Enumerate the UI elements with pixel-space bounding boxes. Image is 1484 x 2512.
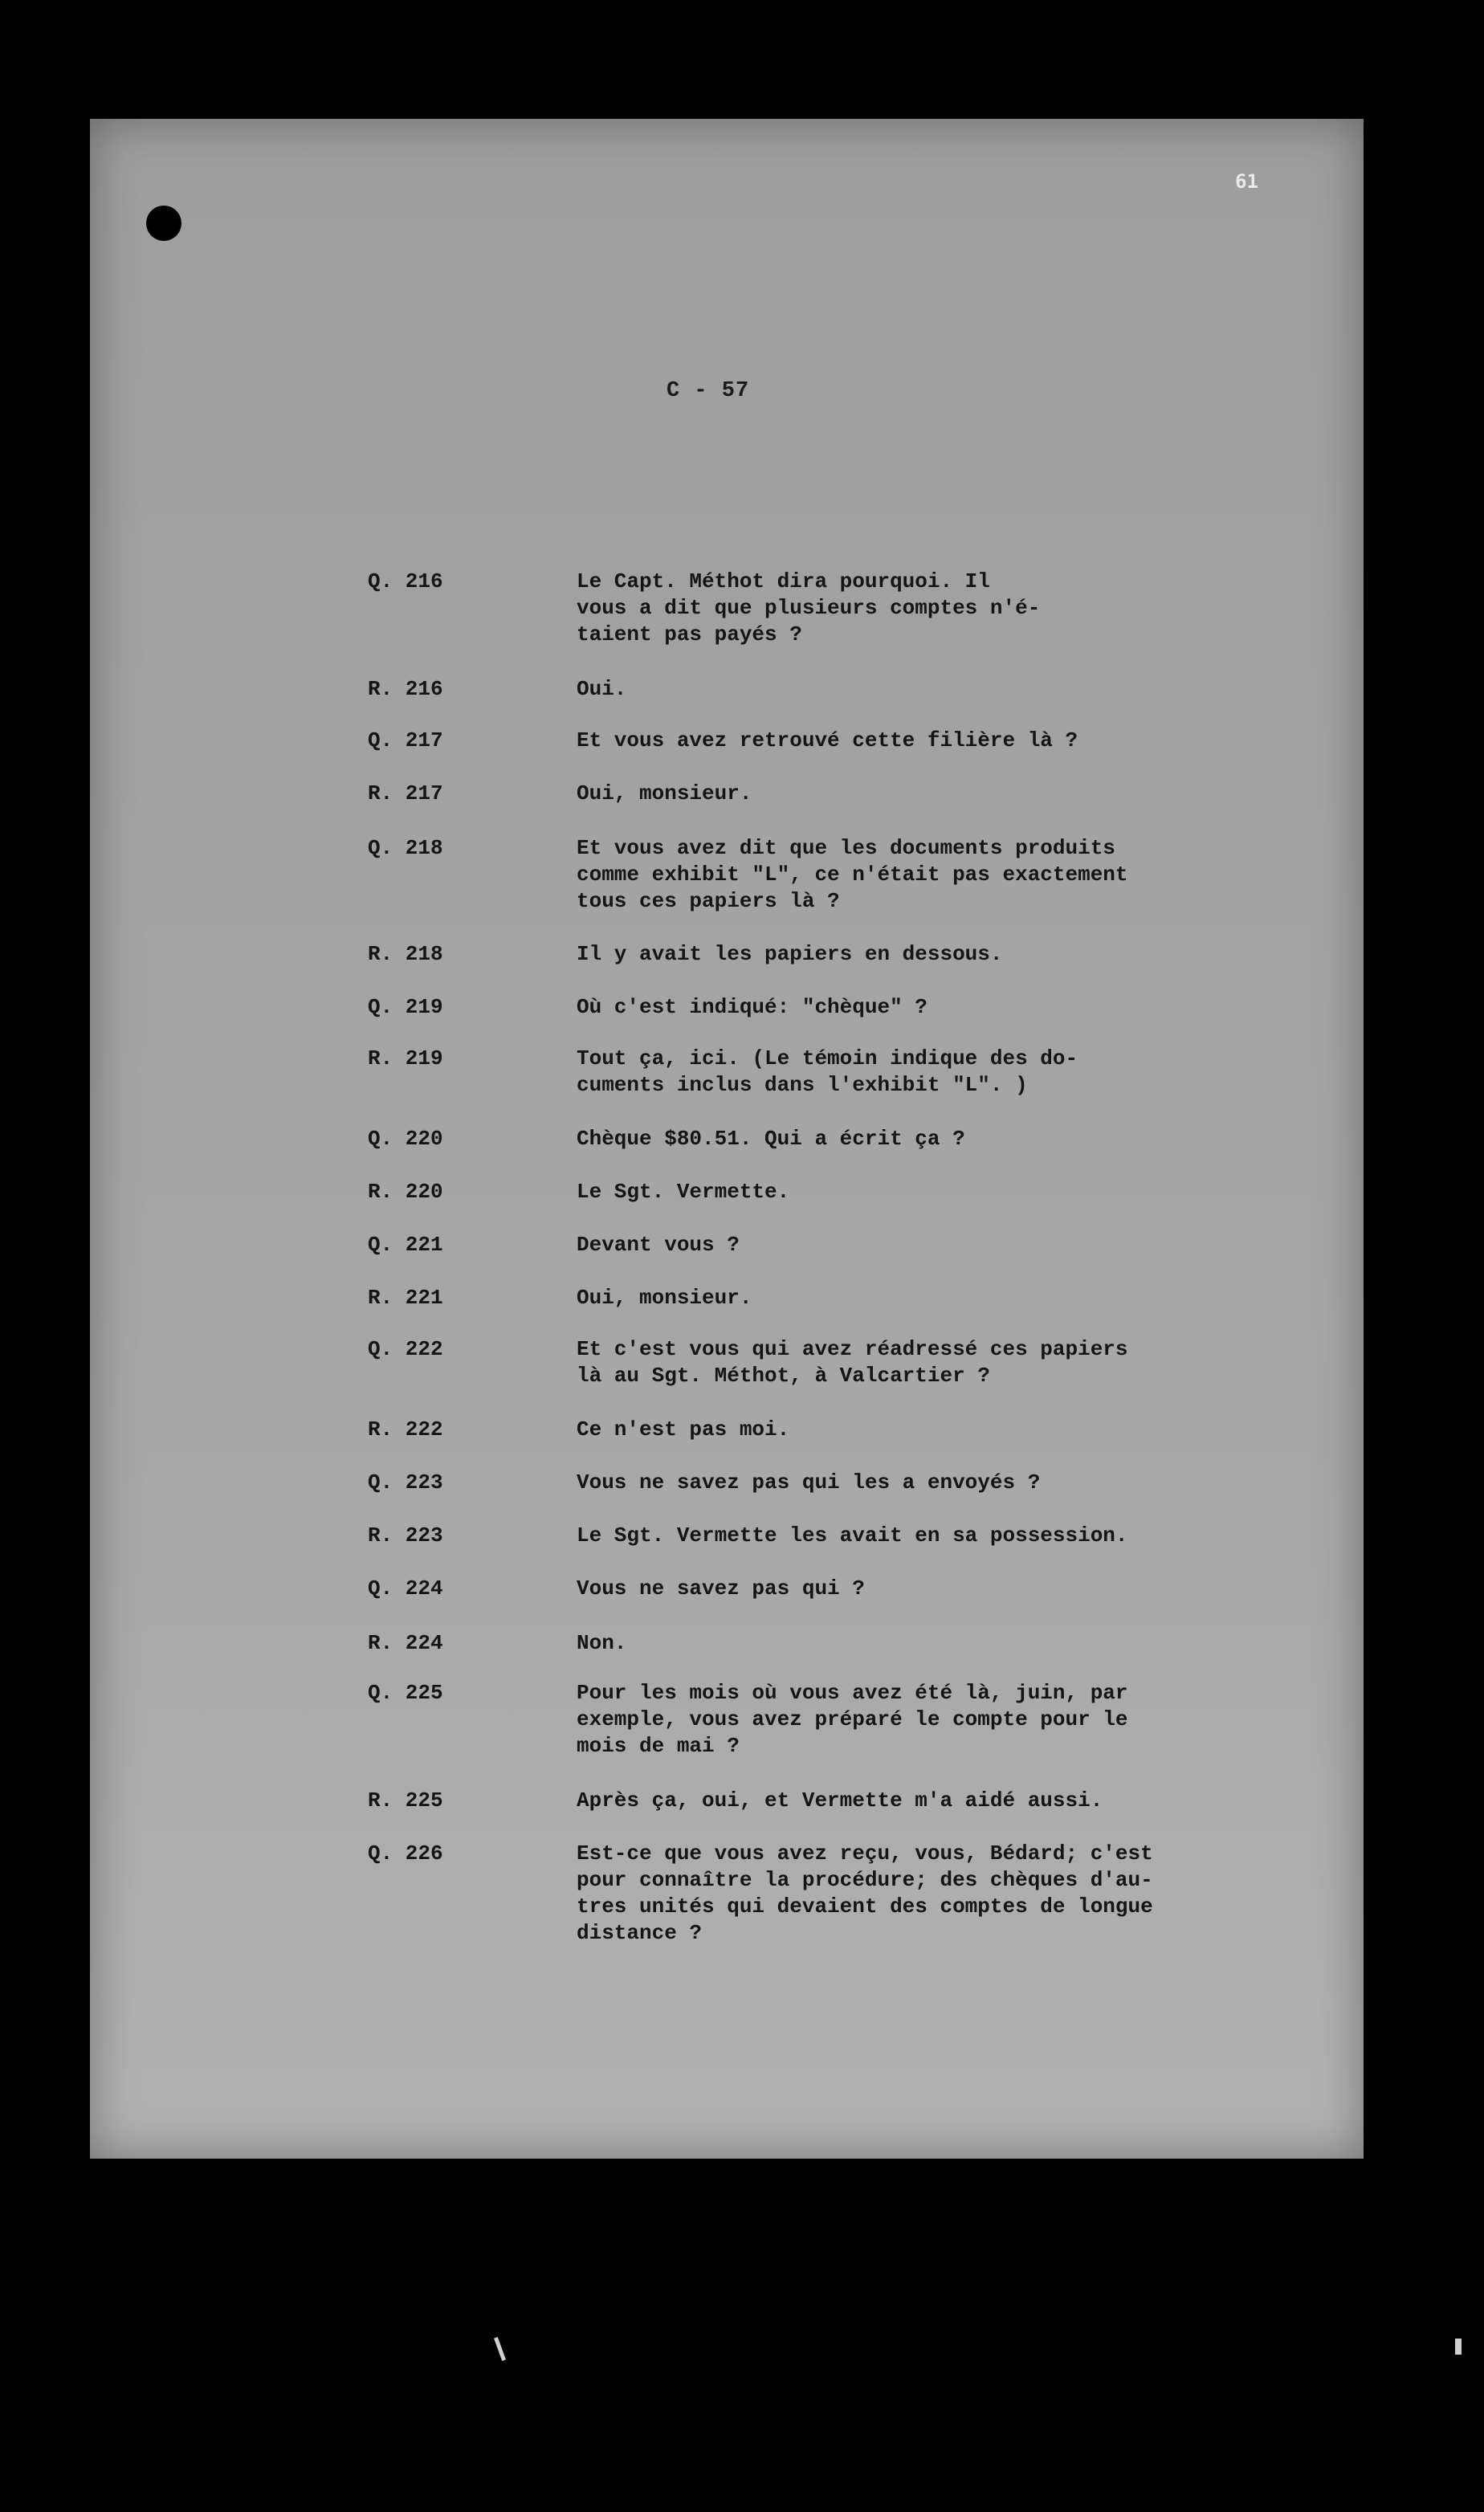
entry-text-line: tous ces papiers là ? <box>577 889 840 913</box>
entry-label: R. 221 <box>368 1286 443 1310</box>
entry-text-line: Non. <box>577 1631 627 1655</box>
entry-text-line: Vous ne savez pas qui les a envoyés ? <box>577 1470 1041 1495</box>
entry-text-line: distance ? <box>577 1921 703 1945</box>
punch-hole <box>146 206 181 241</box>
entry-label: R. 219 <box>368 1046 443 1070</box>
entry-text <box>577 1523 1219 1549</box>
entry-text-line: exemple, vous avez préparé le compte pour le <box>577 1707 1128 1731</box>
entry-text-line: taient pas payés ? <box>577 622 802 646</box>
entry-text-line: Et vous avez retrouvé cette filière là ? <box>577 728 1078 752</box>
entry-label: Q. 219 <box>368 995 443 1019</box>
entry-label: Q. 225 <box>368 1681 443 1705</box>
entry-text-line: tres unités qui devaient des comptes de longue <box>577 1894 1153 1919</box>
entry-text <box>577 994 1219 1021</box>
entry-text-line: Et vous avez dit que les documents produits <box>577 836 1115 860</box>
entry-text-line: Et c'est vous qui avez réadressé ces papiers <box>577 1337 1128 1361</box>
entry-text-line: Ce n'est pas moi. <box>577 1417 790 1442</box>
entry-text-line: Il y avait les papiers en dessous. <box>577 942 1003 966</box>
entry-label: Q. 218 <box>368 836 443 860</box>
entry-label: Q. 221 <box>368 1233 443 1257</box>
entry-text-line: comme exhibit "L", ce n'était pas exactement <box>577 862 1128 887</box>
entry-text-line: Le Capt. Méthot dira pourquoi. Il <box>577 569 990 593</box>
frame-number: 61 <box>1235 170 1258 193</box>
entry-text-line: Est-ce que vous avez reçu, vous, Bédard; c'est <box>577 1841 1153 1866</box>
entry-text-line: là au Sgt. Méthot, à Valcartier ? <box>577 1364 990 1388</box>
entry-label: R. 223 <box>368 1523 443 1548</box>
entry-label: Q. 224 <box>368 1576 443 1601</box>
entry-text-line: pour connaître la procédure; des chèques d'au- <box>577 1868 1153 1892</box>
entry-text-line: Après ça, oui, et Vermette m'a aidé aussi. <box>577 1788 1103 1813</box>
entry-text-line: mois de mai ? <box>577 1734 740 1758</box>
entry-text <box>577 1285 1219 1311</box>
entry-text <box>577 1841 1219 1947</box>
entry-text <box>577 676 1219 703</box>
entry-text-line: Tout ça, ici. (Le témoin indique des do- <box>577 1046 1078 1070</box>
entry-text-line: Où c'est indiqué: "chèque" ? <box>577 995 928 1019</box>
entry-label: Q. 222 <box>368 1337 443 1361</box>
entry-label: R. 224 <box>368 1631 443 1655</box>
entry-text-line: Le Sgt. Vermette les avait en sa possession. <box>577 1523 1128 1548</box>
entry-text-line: Chèque $80.51. Qui a écrit ça ? <box>577 1127 965 1151</box>
entry-label: R. 220 <box>368 1180 443 1204</box>
entry-label: R. 217 <box>368 781 443 805</box>
entry-text <box>577 1680 1219 1760</box>
entry-text-line: Pour les mois où vous avez été là, juin, par <box>577 1681 1128 1705</box>
entry-text <box>577 1046 1219 1099</box>
entry-text <box>577 1788 1219 1814</box>
entry-text-line: Oui. <box>577 677 627 701</box>
entry-text-line: Devant vous ? <box>577 1233 740 1257</box>
entry-text-line: vous a dit que plusieurs comptes n'é- <box>577 596 1041 620</box>
page-header: C - 57 <box>667 379 750 403</box>
scan-mark <box>494 2337 506 2361</box>
entry-text <box>577 1576 1219 1602</box>
entry-text-line: Oui, monsieur. <box>577 781 752 805</box>
entry-label: R. 225 <box>368 1788 443 1813</box>
entry-label: Q. 216 <box>368 569 443 593</box>
entry-text <box>577 941 1219 968</box>
entry-label: R. 216 <box>368 677 443 701</box>
entry-text <box>577 1126 1219 1152</box>
entry-text-line: cuments inclus dans l'exhibit "L". ) <box>577 1073 1028 1097</box>
entry-label: Q. 217 <box>368 728 443 752</box>
entry-text <box>577 1336 1219 1389</box>
entry-text-line: Le Sgt. Vermette. <box>577 1180 790 1204</box>
entry-text <box>577 1630 1219 1657</box>
entry-text-line: Vous ne savez pas qui ? <box>577 1576 865 1601</box>
entry-text-line: Oui, monsieur. <box>577 1286 752 1310</box>
entry-text <box>577 1232 1219 1258</box>
entry-label: R. 222 <box>368 1417 443 1442</box>
entry-text <box>577 835 1219 915</box>
entry-text <box>577 569 1219 648</box>
entry-text <box>577 1179 1219 1205</box>
entry-label: R. 218 <box>368 942 443 966</box>
entry-text <box>577 1470 1219 1496</box>
entry-text <box>577 781 1219 807</box>
entry-label: Q. 220 <box>368 1127 443 1151</box>
scan-mark <box>1455 2339 1462 2355</box>
entry-label: Q. 226 <box>368 1841 443 1866</box>
entry-text <box>577 1417 1219 1443</box>
entry-label: Q. 223 <box>368 1470 443 1495</box>
entry-text <box>577 728 1219 754</box>
